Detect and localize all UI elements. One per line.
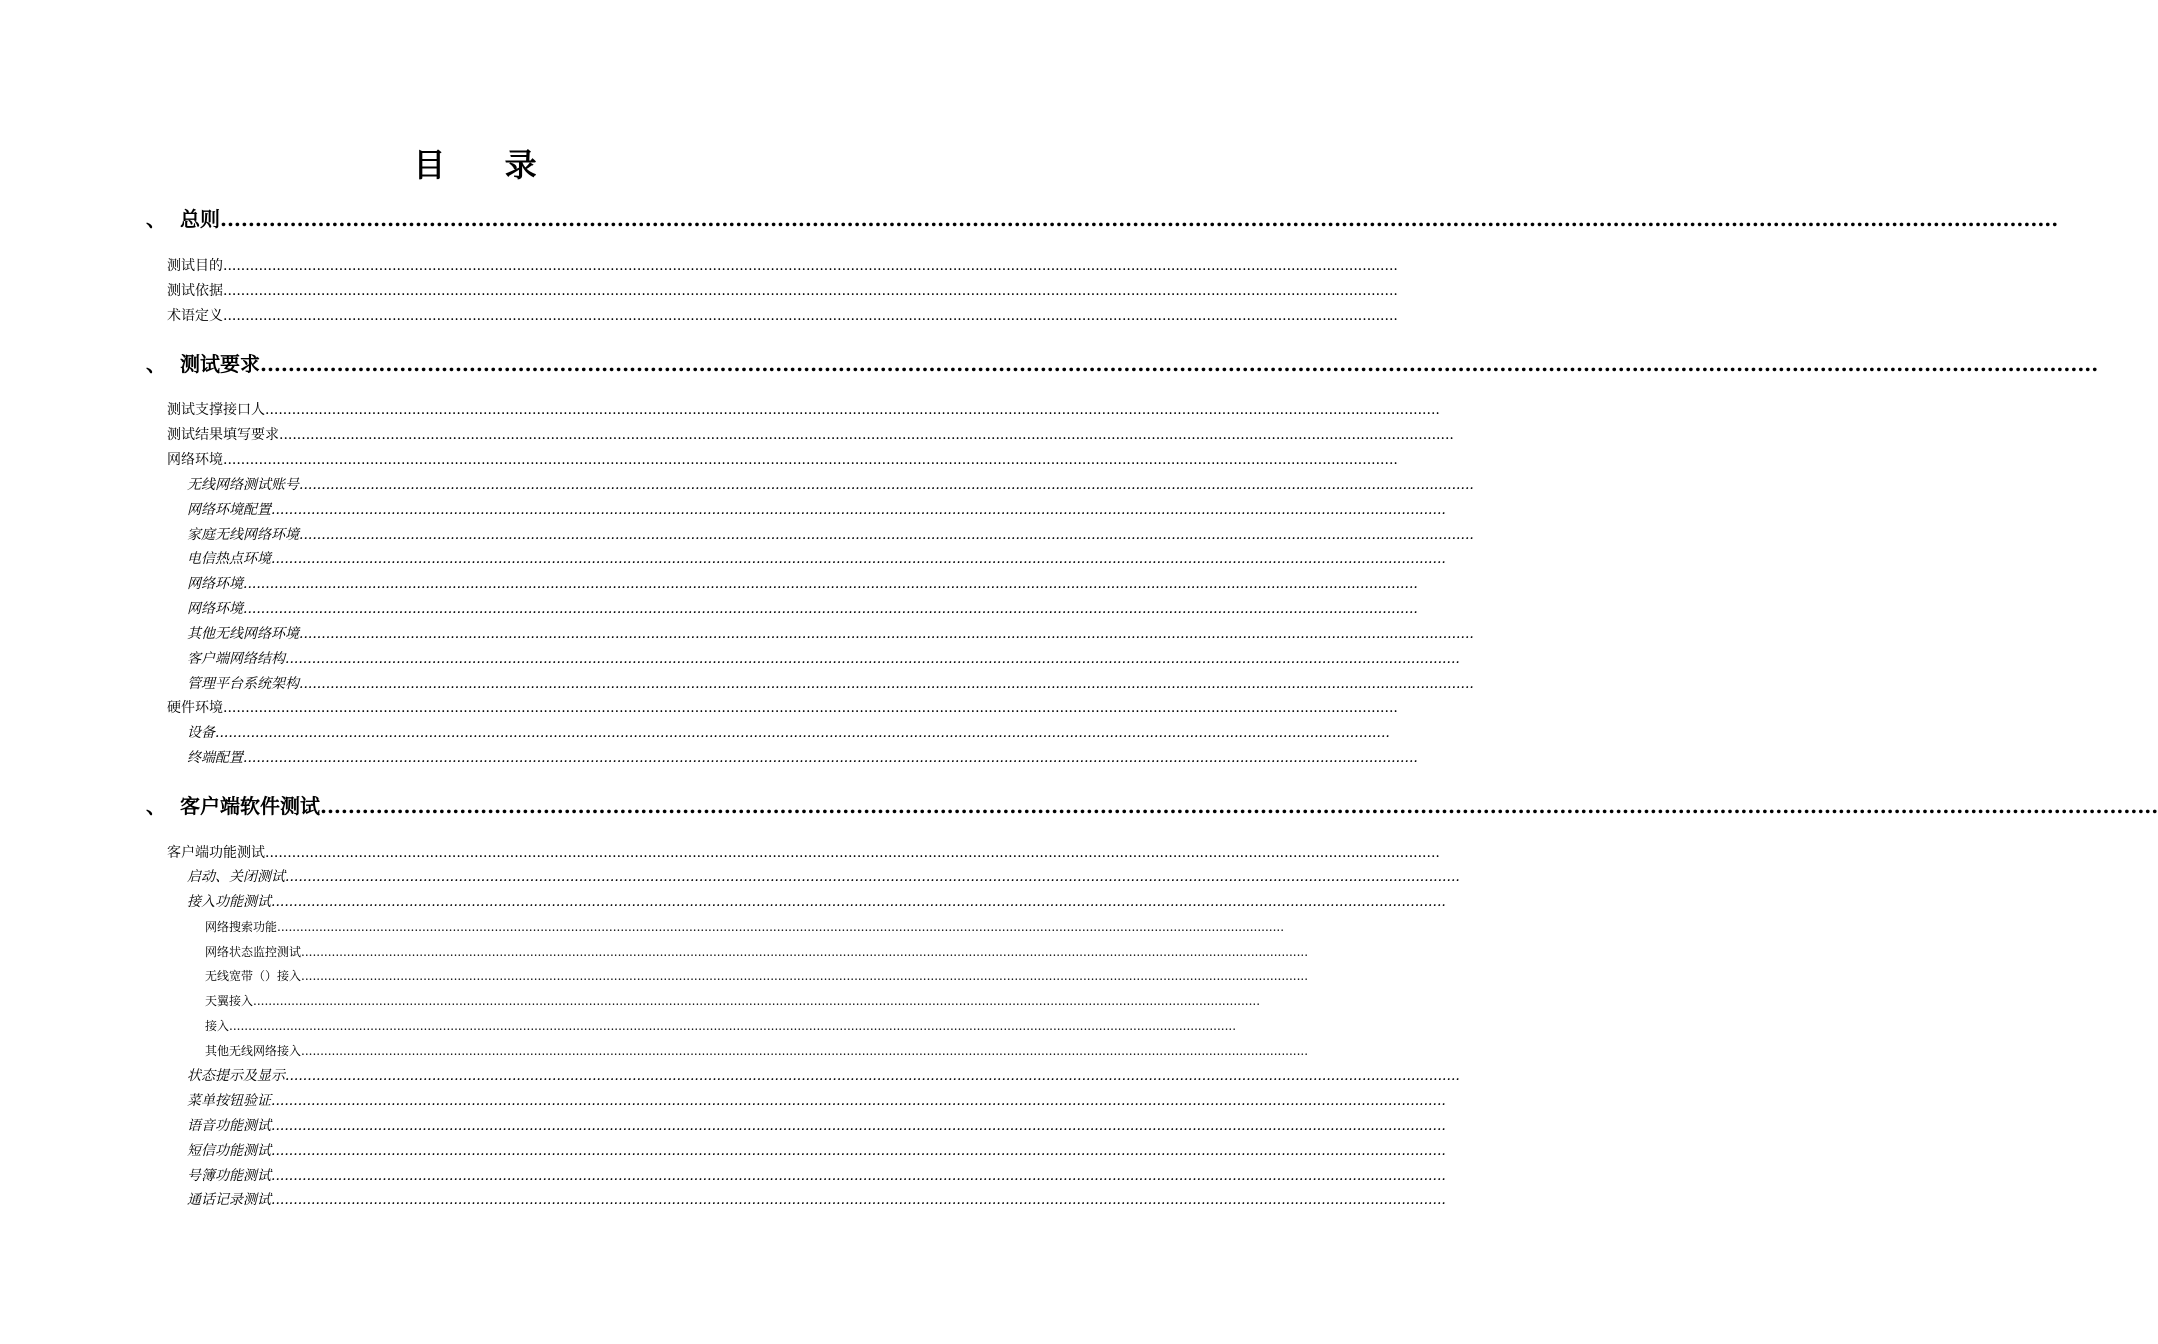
leader-dots: ........................................................................................................................................................................................................................................................................ (215, 725, 1390, 741)
toc-entry[interactable] (167, 400, 1440, 420)
leader-dots: ........................................................................................................................................................................................................................................................................ (285, 869, 1460, 885)
entry-label: 术语定义 (167, 308, 223, 324)
entry-label: 通话记录测试 (187, 1192, 271, 1208)
leader-dots: ........................................................................................................................................................................................................................................................................ (301, 945, 1309, 959)
leader-dots: ........................................................................................................................................................................................................................................................................ (265, 402, 1440, 418)
toc-subsubentry[interactable] (205, 967, 1309, 985)
toc-section-2[interactable] (146, 350, 2099, 378)
leader-dots: ........................................................................................................................................................................................................................................................................ (271, 502, 1446, 518)
section-label: 总则 (180, 207, 220, 231)
leader-dots: ........................................................................................................................................................................................................................................................................ (299, 527, 1474, 543)
toc-entry[interactable] (167, 450, 1398, 470)
page-title: 目 录 (413, 146, 561, 184)
section-mark: 、 (146, 352, 166, 376)
entry-label: 测试结果填写要求 (167, 427, 279, 443)
toc-subentry[interactable] (187, 599, 1418, 619)
toc-subentry[interactable] (187, 1091, 1446, 1111)
entry-label: 无线网络测试账号 (187, 477, 299, 493)
toc-subsubentry[interactable] (205, 918, 1285, 936)
entry-label: 测试依据 (167, 283, 223, 299)
leader-dots: ........................................................................................................................................................................................................................................................................ (285, 651, 1460, 667)
entry-label: 网络环境 (167, 452, 223, 468)
entry-label: 管理平台系统架构 (187, 676, 299, 692)
toc-subentry[interactable] (187, 500, 1446, 520)
entry-label: 家庭无线网络环境 (187, 527, 299, 543)
leader-dots: ........................................................................................................................................................................................................................................................................ (271, 1093, 1446, 1109)
toc-subentry[interactable] (187, 1190, 1446, 1210)
leader-dots: ........................................................................................................................................................................................................................................................................ (301, 1044, 1309, 1058)
leader-dots: ........................................................................................................................................................................................................................................................................ (243, 601, 1418, 617)
entry-label: 菜单按钮验证 (187, 1093, 271, 1109)
toc-entry[interactable] (167, 843, 1440, 863)
toc-entry[interactable] (167, 281, 1398, 301)
toc-subentry[interactable] (187, 867, 1460, 887)
entry-label: 短信功能测试 (187, 1143, 271, 1159)
leader-dots: ........................................................................................................................................................................................................................................................................ (223, 283, 1398, 299)
leader-dots: ........................................................................................................................................................................................................................................................................ (279, 427, 1454, 443)
toc-subentry[interactable] (187, 525, 1474, 545)
entry-label: 客户端功能测试 (167, 845, 265, 861)
section-label: 测试要求 (180, 352, 260, 376)
toc-subentry[interactable] (187, 1066, 1460, 1086)
leader-dots: ........................................................................................................................................................................................................................................................................ (265, 845, 1440, 861)
entry-label: 状态提示及显示 (187, 1068, 285, 1084)
entry-label: 测试支撑接口人 (167, 402, 265, 418)
toc-section-3[interactable] (146, 792, 2158, 820)
entry-label: 网络环境 (187, 576, 243, 592)
leader-dots: ........................................................................................................................................................................................................................................................................ (299, 676, 1474, 692)
toc-subentry[interactable] (187, 1166, 1446, 1186)
entry-label: 网络状态监控测试 (205, 945, 302, 959)
toc-subentry[interactable] (187, 674, 1474, 694)
toc-subsubentry[interactable] (205, 1017, 1237, 1035)
leader-dots: ........................................................................................................................................................................................................................................................................ (271, 1168, 1446, 1184)
toc-subentry[interactable] (187, 649, 1460, 669)
section-label: 客户端软件测试 (180, 794, 320, 818)
toc-subentry[interactable] (187, 624, 1474, 644)
toc-subentry[interactable] (187, 723, 1390, 743)
entry-label: 号簿功能测试 (187, 1168, 271, 1184)
leader-dots: ........................................................................................................................................................................................................................................................................ (223, 700, 1398, 716)
entry-label: 天翼接入 (205, 994, 254, 1008)
toc-section-1[interactable] (146, 205, 2059, 233)
toc-subentry[interactable] (187, 475, 1474, 495)
toc-entry[interactable] (167, 698, 1398, 718)
entry-label: 接入 (205, 1019, 230, 1033)
leader-dots: ........................................................................................................................................................................................................................................................................ (271, 1192, 1446, 1208)
leader-dots: ........................................................................................................................................................................................................................................................................ (271, 1143, 1446, 1159)
leader-dots: ........................................................................................................................................................................................................................................................................ (243, 576, 1418, 592)
toc-subsubentry[interactable] (205, 992, 1261, 1010)
entry-label: 无线宽带（）接入 (205, 969, 302, 983)
leader-dots: ........................................................................................................................................................................................................................................................................ (271, 1118, 1446, 1134)
leader-dots: ........................................................................................................................................................................................................................................................................ (223, 308, 1398, 324)
leader-dots: ........................................................................................................................................................................................................................................................................ (285, 1068, 1460, 1084)
entry-label: 其他无线网络接入 (205, 1044, 302, 1058)
entry-label: 网络环境 (187, 601, 243, 617)
toc-subentry[interactable] (187, 1116, 1446, 1136)
entry-label: 硬件环境 (167, 700, 223, 716)
leader-dots: ........................................................................................................................................................................................................................................................................ (260, 352, 2099, 376)
leader-dots: ........................................................................................................................................................................................................................................................................ (220, 207, 2059, 231)
toc-entry[interactable] (167, 425, 1454, 445)
toc-subsubentry[interactable] (205, 1042, 1309, 1060)
toc-subentry[interactable] (187, 1141, 1446, 1161)
leader-dots: ........................................................................................................................................................................................................................................................................ (271, 894, 1446, 910)
section-mark: 、 (146, 794, 166, 818)
entry-label: 设备 (187, 725, 215, 741)
toc-subentry[interactable] (187, 748, 1418, 768)
toc-entry[interactable] (167, 306, 1398, 326)
leader-dots: ........................................................................................................................................................................................................................................................................ (299, 626, 1474, 642)
entry-label: 终端配置 (187, 750, 243, 766)
entry-label: 其他无线网络环境 (187, 626, 299, 642)
leader-dots: ........................................................................................................................................................................................................................................................................ (223, 258, 1398, 274)
entry-label: 客户端网络结构 (187, 651, 285, 667)
entry-label: 测试目的 (167, 258, 223, 274)
leader-dots: ........................................................................................................................................................................................................................................................................ (301, 969, 1309, 983)
toc-subentry[interactable] (187, 574, 1418, 594)
toc-subsubentry[interactable] (205, 943, 1309, 961)
entry-label: 语音功能测试 (187, 1118, 271, 1134)
leader-dots: ........................................................................................................................................................................................................................................................................ (243, 750, 1418, 766)
leader-dots: ........................................................................................................................................................................................................................................................................ (253, 994, 1261, 1008)
entry-label: 接入功能测试 (187, 894, 271, 910)
entry-label: 启动、关闭测试 (187, 869, 285, 885)
entry-label: 网络搜索功能 (205, 920, 278, 934)
entry-label: 电信热点环境 (187, 551, 271, 567)
leader-dots: ........................................................................................................................................................................................................................................................................ (299, 477, 1474, 493)
leader-dots: ........................................................................................................................................................................................................................................................................ (271, 551, 1446, 567)
toc-subentry[interactable] (187, 892, 1446, 912)
leader-dots: ........................................................................................................................................................................................................................................................................ (277, 920, 1285, 934)
entry-label: 网络环境配置 (187, 502, 271, 518)
toc-entry[interactable] (167, 256, 1398, 276)
leader-dots: ........................................................................................................................................................................................................................................................................ (229, 1019, 1237, 1033)
section-mark: 、 (146, 207, 166, 231)
leader-dots: ........................................................................................................................................................................................................................................................................ (223, 452, 1398, 468)
toc-subentry[interactable] (187, 549, 1446, 569)
leader-dots: ........................................................................................................................................................................................................................................................................ (320, 794, 2158, 818)
